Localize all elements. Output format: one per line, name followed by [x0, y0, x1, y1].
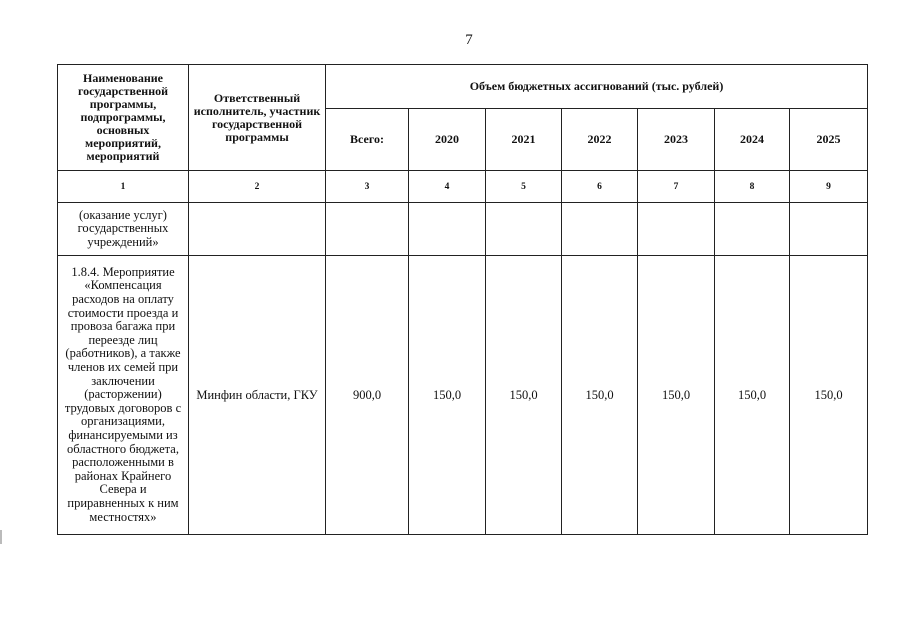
header-executor-column: Ответственный исполнитель, участник государственной программы	[189, 65, 326, 171]
header-year: 2020	[409, 109, 486, 171]
header-total: Всего:	[326, 109, 409, 171]
column-number: 1	[58, 171, 189, 203]
row-value	[562, 203, 638, 256]
header-year: 2021	[486, 109, 562, 171]
row-value	[638, 203, 715, 256]
header-name-column: Наименование государственной программы, подпрограммы, основных мероприятий, мероприятий	[58, 65, 189, 171]
row-total	[326, 203, 409, 256]
row-value: 150,0	[409, 256, 486, 535]
row-name: (оказание услуг) государственных учреждений»	[58, 203, 189, 256]
page-number: 7	[465, 32, 473, 48]
table-row	[58, 256, 868, 535]
scan-edge-mark	[0, 530, 2, 544]
row-value: 150,0	[790, 256, 868, 535]
row-executor: Минфин области, ГКУ	[189, 256, 326, 535]
row-executor	[189, 203, 326, 256]
row-value	[790, 203, 868, 256]
budget-table	[57, 64, 868, 535]
column-number: 3	[326, 171, 409, 203]
row-value	[715, 203, 790, 256]
row-value: 150,0	[715, 256, 790, 535]
column-number: 8	[715, 171, 790, 203]
row-name: 1.8.4. Мероприятие «Компенсация расходов на оплату стоимости проезда и провоза багажа при переезде лиц (работников), а также членов их семей при заключении (расторжении) трудовых договоров с организациями, финансируемыми из областного бюджета, расположенными в районах Крайнего Севера и приравненных к ним местностях»	[58, 256, 189, 535]
header-year: 2023	[638, 109, 715, 171]
column-number: 7	[638, 171, 715, 203]
column-number: 9	[790, 171, 868, 203]
column-number-row	[58, 171, 868, 203]
column-number: 5	[486, 171, 562, 203]
header-budget-group: Объем бюджетных ассигнований (тыс. рублей)	[326, 65, 868, 109]
row-value	[486, 203, 562, 256]
row-total: 900,0	[326, 256, 409, 535]
header-year: 2024	[715, 109, 790, 171]
header-year: 2022	[562, 109, 638, 171]
header-year: 2025	[790, 109, 868, 171]
column-number: 6	[562, 171, 638, 203]
row-value	[409, 203, 486, 256]
row-value: 150,0	[562, 256, 638, 535]
row-value: 150,0	[638, 256, 715, 535]
table-row	[58, 203, 868, 256]
column-number: 4	[409, 171, 486, 203]
row-value: 150,0	[486, 256, 562, 535]
column-number: 2	[189, 171, 326, 203]
